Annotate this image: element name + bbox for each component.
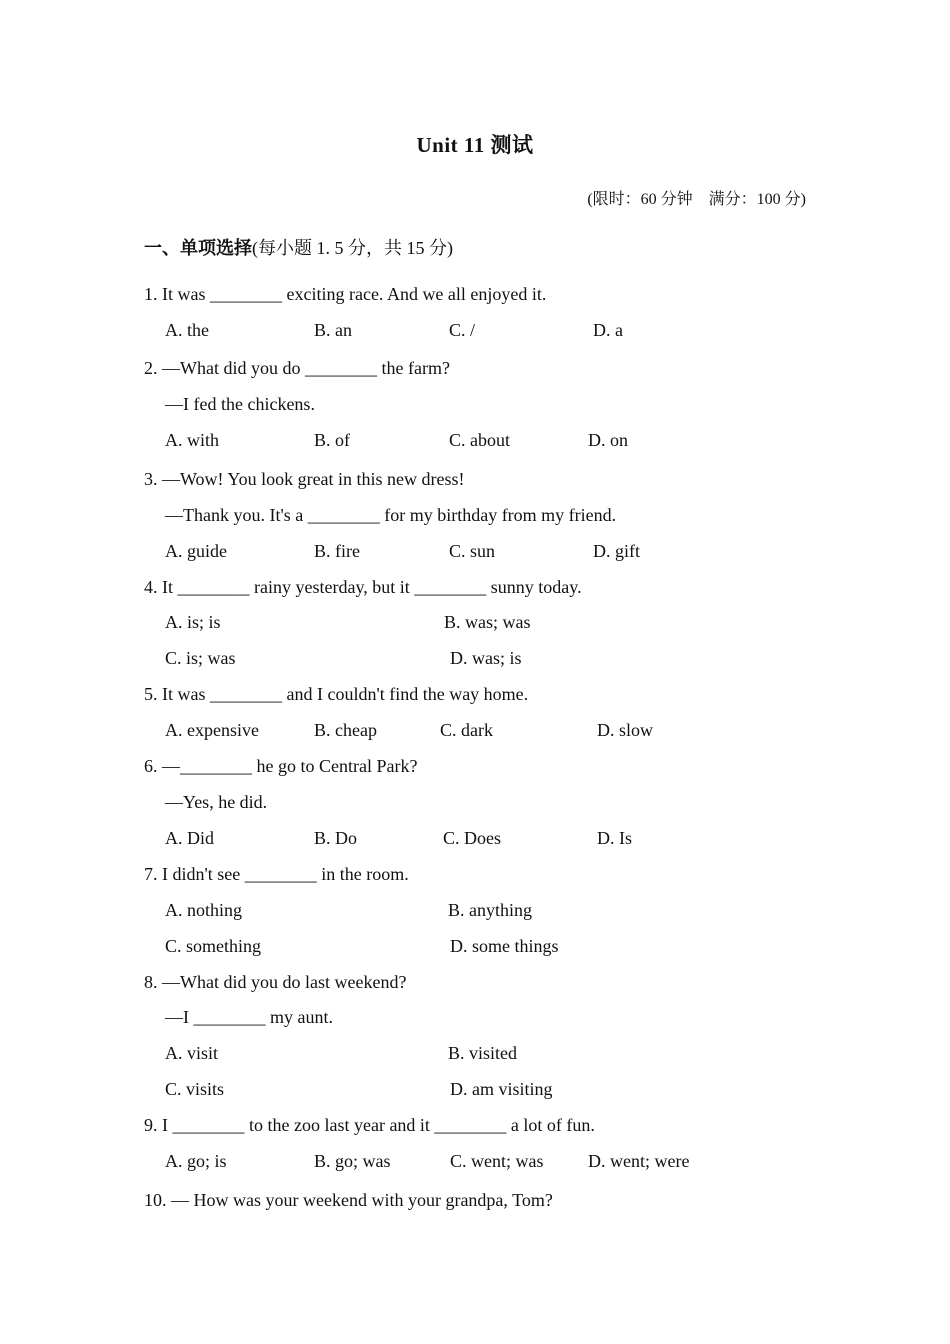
question-stem: 4. It ________ rainy yesterday, but it ________ sunny today. <box>144 577 582 597</box>
question-stem: 7. I didn't see ________ in the room. <box>144 864 409 884</box>
option: A. the <box>165 320 209 340</box>
option: A. go; is <box>165 1151 227 1171</box>
option: C. / <box>449 320 476 340</box>
option: B. was; was <box>444 612 531 632</box>
option: B. fire <box>314 541 360 561</box>
question-stem: 6. —________ he go to Central Park? <box>144 756 418 776</box>
question-stem: 1. It was ________ exciting race. And we all enjoyed it. <box>144 284 547 304</box>
full-score: 满分：100 分) <box>708 191 806 208</box>
question-stem: 2. —What did you do ________ the farm? <box>144 358 450 378</box>
option: A. visit <box>165 1043 219 1063</box>
option: B. an <box>314 320 352 340</box>
dialogue-reply: —Thank you. It's a ________ for my birthday from my friend. <box>165 505 617 525</box>
option: A. with <box>165 430 219 450</box>
option: D. was; is <box>450 648 522 668</box>
option: C. sun <box>449 541 496 561</box>
option: B. anything <box>448 900 532 920</box>
time-limit: (限时：60 分钟 <box>587 191 693 208</box>
option: B. of <box>314 430 350 450</box>
option: B. visited <box>448 1043 518 1063</box>
question-stem: 9. I ________ to the zoo last year and it ________ a lot of fun. <box>144 1115 595 1135</box>
option: D. a <box>593 320 623 340</box>
option: D. slow <box>597 720 654 740</box>
option: C. dark <box>440 720 493 740</box>
option: D. gift <box>593 541 640 561</box>
dialogue-reply: —I ________ my aunt. <box>165 1007 333 1027</box>
question-stem: 3. —Wow! You look great in this new dress! <box>144 469 465 489</box>
option: C. something <box>165 936 262 956</box>
option: C. is; was <box>165 648 236 668</box>
option: D. some things <box>450 936 559 956</box>
section-detail: (每小题 1. 5 分，共 15 分) <box>252 238 453 258</box>
option: A. guide <box>165 541 227 561</box>
option: A. nothing <box>165 900 243 920</box>
question-stem: 10. — How was your weekend with your grandpa, Tom? <box>144 1190 553 1210</box>
option: C. Does <box>443 828 501 848</box>
option: C. about <box>449 430 510 450</box>
option: C. visits <box>165 1079 225 1099</box>
option: C. went; was <box>450 1151 544 1171</box>
exam-meta <box>587 186 806 209</box>
dialogue-reply: —I fed the chickens. <box>165 394 315 414</box>
dialogue-reply: —Yes, he did. <box>165 792 268 812</box>
option: B. Do <box>314 828 358 848</box>
question-stem: 5. It was ________ and I couldn't find the way home. <box>144 684 529 704</box>
option: D. on <box>588 430 628 450</box>
option: A. is; is <box>165 612 221 632</box>
option: A. expensive <box>165 720 259 740</box>
section-heading <box>144 234 453 260</box>
option: D. Is <box>597 828 632 848</box>
option: D. went; were <box>588 1151 690 1171</box>
option: D. am visiting <box>450 1079 553 1099</box>
question-stem: 8. —What did you do last weekend? <box>144 972 407 992</box>
page-title: Unit 11 测试 <box>416 133 534 157</box>
option: A. Did <box>165 828 214 848</box>
section-label: 一、单项选择 <box>144 238 252 258</box>
option: B. go; was <box>314 1151 391 1171</box>
option: B. cheap <box>314 720 377 740</box>
